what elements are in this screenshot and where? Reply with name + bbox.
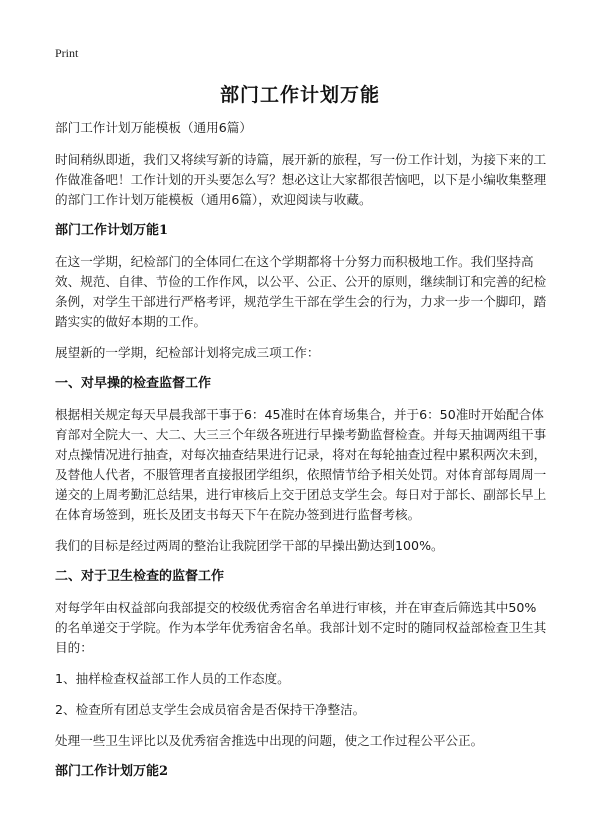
item-2-heading: 二、对于卫生检查的监督工作 (55, 569, 225, 584)
item-1-paragraph-2: 我们的目标是经过两周的整治让我院团学干部的早操出勤达到100%。 (55, 538, 444, 553)
print-label: Print (55, 46, 79, 60)
document-body (55, 118, 547, 793)
section-2-heading: 部门工作计划万能2 (55, 764, 169, 779)
section-1-heading: 部门工作计划万能1 (55, 223, 169, 238)
item-1-heading: 一、对早操的检查监督工作 (55, 376, 212, 391)
item-2-list-item-1: 1、抽样检查权益部工作人员的工作态度。 (55, 671, 290, 686)
item-2-list-item-2: 2、检查所有团总支学生会成员宿舍是否保持干净整洁。 (55, 702, 366, 717)
item-2-paragraph-1: 对每学年由权益部向我部提交的校级优秀宿舍名单进行审核，并在审查后筛选其中50%的名单递交于学院。作为本学年优秀宿舍名单。我部计划不定时的随同权益部检查卫生其目的： (55, 600, 547, 655)
document-title: 部门工作计划万能 (219, 84, 380, 106)
section-1-paragraph-2: 展望新的一学期，纪检部计划将完成三项工作： (55, 345, 320, 360)
section-1-paragraph-1: 在这一学期，纪检部门的全体同仁在这个学期都将十分努力而积极地工作。我们坚持高效、规范、自律、节俭的工作作风，以公平、公正、公开的原则，继续制订和完善的纪检条例，对学生干部进行严格考评，规范学生干部在学生会的行为，力求一步一个脚印，踏踏实实的做好本期的工作。 (55, 254, 547, 329)
intro-paragraph: 时间稍纵即逝，我们又将续写新的诗篇，展开新的旅程，写一份工作计划，为接下来的工作做准备吧！工作计划的开头要怎么写？想必这让大家都很苦恼吧，以下是小编收集整理的部门工作计划万能模板（通用6篇），欢迎阅读与收藏。 (55, 152, 547, 207)
item-1-paragraph-1: 根据相关规定每天早晨我部干事于6：45准时在体育场集合，并于6：50准时开始配合体育部对全院大一、大二、大三三个年级各班进行早操考勤监督检查。并每天抽调两组干事对点操情况进行抽查，对每次抽查结果进行记录，将对在每轮抽查过程中累积两次未到，及替他人代者，不服管理者直接报团学组织，依照情节给予相关处罚。对体育部每周周一递交的上周考勤汇总结果，进行审核后上交于团总支学生会。每日对于部长、副部长早上在体育场签到，班长及团支书每天下午在院办签到进行监督考核。 (55, 407, 547, 522)
document-subtitle: 部门工作计划万能模板（通用6篇） (55, 120, 252, 135)
item-2-paragraph-2: 处理一些卫生评比以及优秀宿舍推选中出现的问题，使之工作过程公平公正。 (55, 733, 484, 748)
